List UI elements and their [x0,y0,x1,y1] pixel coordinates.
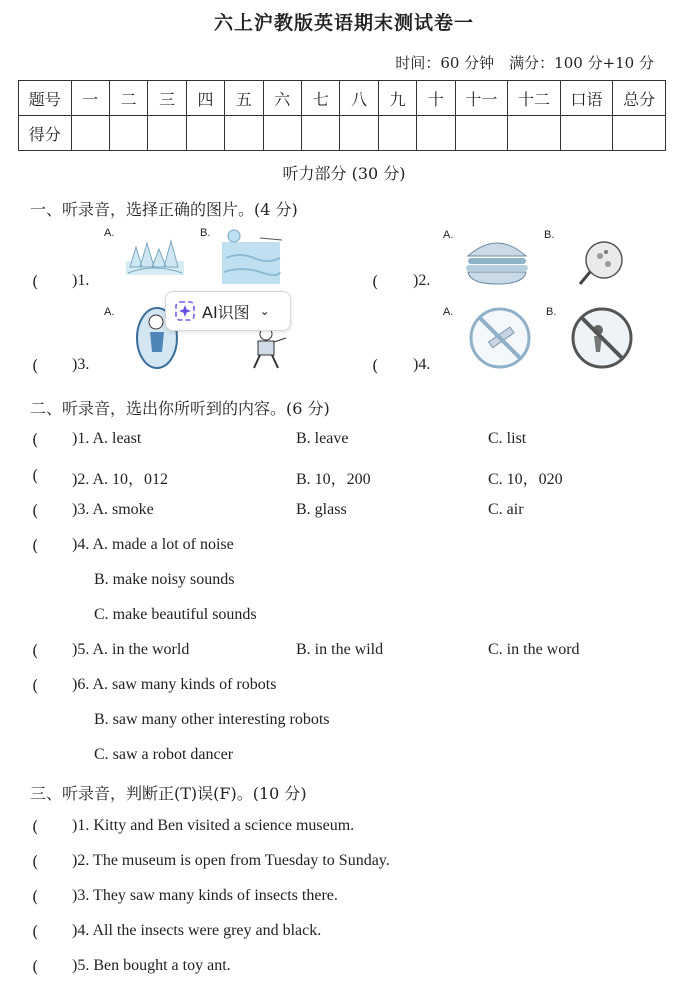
score-cell[interactable] [613,116,666,151]
chevron-down-icon: ⌄ [259,304,270,318]
s2-q6-option-b: B. saw many other interesting robots [94,711,330,728]
s2-q5-option-a: )5. A. in the world [72,641,190,658]
no-littering-sign-image [570,306,634,370]
score-cell[interactable] [148,116,186,151]
s2-q2-paren: ( [32,466,39,485]
exam-meta: 时间：60 分钟 满分：100 分+10 分 [395,54,654,72]
q1-option-b-label: B. [200,227,211,239]
s3-q2-statement: )2. The museum is open from Tuesday to Sunday. [72,852,390,869]
listening-heading: 听力部分 (30 分) [282,164,406,183]
s2-q5-option-b: B. in the wild [296,641,384,658]
score-header-cell: 口语 [560,81,613,116]
score-table-score-row [19,116,666,151]
score-cell[interactable] [263,116,301,151]
ai-button-label: AI识图 [202,302,250,322]
q4-paren: ( [372,356,379,375]
s1-q2-number: )2. [413,272,431,289]
s1-q1-number: )1. [72,272,90,289]
score-table [18,80,666,151]
score-cell[interactable] [340,116,378,151]
s2-q3-option-a: )3. A. smoke [72,501,154,518]
score-cell[interactable] [417,116,455,151]
score-cell[interactable] [455,116,508,151]
s2-q1-option-c: C. list [488,430,527,447]
s2-q6-option-a: )6. A. saw many kinds of robots [72,676,277,693]
score-row-label: 得分 [19,116,72,151]
s2-q1-option-b: B. leave [296,430,349,447]
score-header-cell: 总分 [613,81,666,116]
s2-q4-option-a: )4. A. made a lot of noise [72,536,234,553]
score-cell[interactable] [225,116,263,151]
s3-q5-paren: ( [32,957,39,976]
score-cell[interactable] [560,116,613,151]
s2-q3-paren: ( [32,501,39,520]
q2-option-a-label: A. [443,229,454,241]
burger-image [464,234,530,286]
score-header-cell: 十一 [455,81,508,116]
s1-q3-number: )3. [72,356,90,373]
score-header-cell: 一 [71,81,109,116]
score-header-cell: 题号 [19,81,72,116]
score-cell[interactable] [378,116,416,151]
s2-q2-option-c: C. 10，020 [488,471,563,488]
s2-q5-option-c: C. in the word [488,641,580,658]
q2-paren: ( [372,272,379,291]
s2-q4-option-b: B. make noisy sounds [94,571,235,588]
s3-q1-statement: )1. Kitty and Ben visited a science museum. [72,817,355,834]
score-table-header-row [19,81,666,116]
score-header-cell: 四 [186,81,224,116]
page-title: 六上沪教版英语期末测试卷一 [213,12,474,34]
score-cell[interactable] [302,116,340,151]
score-cell[interactable] [109,116,147,151]
section2-heading: 二、听录音，选出你所听到的内容。(6 分) [30,399,330,418]
s2-q4-paren: ( [32,536,39,555]
score-cell[interactable] [186,116,224,151]
score-cell[interactable] [508,116,561,151]
s3-q5-statement: )5. Ben bought a toy ant. [72,957,231,974]
score-header-cell: 三 [148,81,186,116]
q3-option-a-label: A. [104,306,115,318]
score-header-cell: 八 [340,81,378,116]
s3-q3-statement: )3. They saw many kinds of insects there. [72,887,338,904]
s2-q2-option-a: )2. A. 10，012 [72,471,169,488]
q1-paren: ( [32,272,39,291]
score-header-cell: 九 [378,81,416,116]
no-smoking-sign-image [468,306,532,370]
s2-q3-option-c: C. air [488,501,524,518]
q2-option-b-label: B. [544,229,555,241]
s2-q1-option-a: )1. A. least [72,430,142,447]
s3-q4-paren: ( [32,922,39,941]
pizza-image [576,238,626,288]
hiker-image [240,326,292,370]
s2-q3-option-b: B. glass [296,501,347,518]
ai-recognize-button[interactable] [165,291,291,331]
s3-q4-statement: )4. All the insects were grey and black. [72,922,322,939]
q1-option-a-label: A. [104,227,115,239]
s3-q2-paren: ( [32,852,39,871]
s2-q5-paren: ( [32,641,39,660]
score-header-cell: 十 [417,81,455,116]
score-header-cell: 六 [263,81,301,116]
s2-q4-option-c: C. make beautiful sounds [94,606,257,623]
q3-paren: ( [32,356,39,375]
section1-heading: 一、听录音，选择正确的图片。(4 分) [30,200,298,219]
q4-option-a-label: A. [443,306,454,318]
s2-q6-option-c: C. saw a robot dancer [94,746,234,763]
s2-q2-option-b: B. 10，200 [296,471,371,488]
q4-option-b-label: B. [546,306,557,318]
score-header-cell: 七 [302,81,340,116]
score-header-cell: 五 [225,81,263,116]
s3-q3-paren: ( [32,887,39,906]
s2-q6-paren: ( [32,676,39,695]
s3-q1-paren: ( [32,817,39,836]
score-cell[interactable] [71,116,109,151]
s2-q1-paren: ( [32,430,39,449]
score-header-cell: 二 [109,81,147,116]
sparkle-icon [174,300,196,322]
forest-snow-image [124,233,186,277]
score-header-cell: 十二 [508,81,561,116]
s1-q4-number: )4. [413,356,431,373]
river-image [220,228,284,286]
section3-heading: 三、听录音，判断正(T)误(F)。(10 分) [30,784,307,803]
